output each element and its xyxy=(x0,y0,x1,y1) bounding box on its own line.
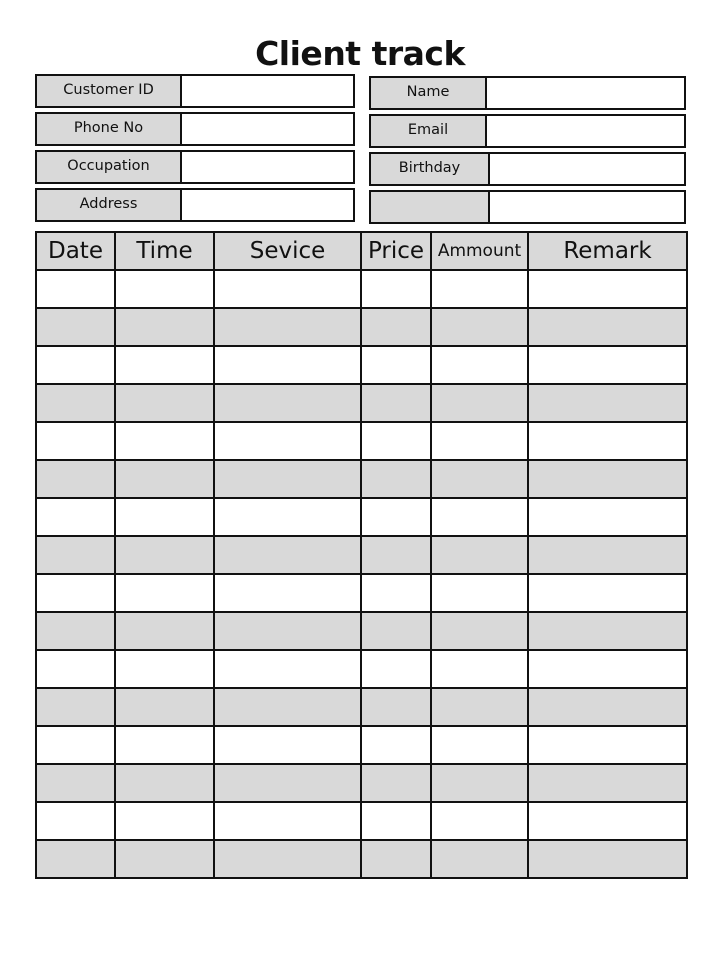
service-cell[interactable] xyxy=(214,460,361,498)
service-cell[interactable] xyxy=(214,802,361,840)
table-row xyxy=(36,270,687,308)
price-cell[interactable] xyxy=(361,270,431,308)
header-service: Sevice xyxy=(214,232,361,270)
header-price: Price xyxy=(361,232,431,270)
price-cell[interactable] xyxy=(361,346,431,384)
service-cell[interactable] xyxy=(214,384,361,422)
amount-cell[interactable] xyxy=(431,726,528,764)
table-row xyxy=(36,650,687,688)
occupation-label: Occupation xyxy=(37,152,182,182)
table-row xyxy=(36,840,687,878)
remark-cell[interactable] xyxy=(528,802,687,840)
amount-cell[interactable] xyxy=(431,498,528,536)
service-cell[interactable] xyxy=(214,726,361,764)
remark-cell[interactable] xyxy=(528,574,687,612)
time-cell[interactable] xyxy=(115,308,214,346)
occupation-input[interactable] xyxy=(182,152,353,182)
customer-id-field xyxy=(35,74,355,108)
table-header-row xyxy=(36,232,687,270)
table-row xyxy=(36,574,687,612)
email-field xyxy=(369,114,686,148)
customer-id-label: Customer ID xyxy=(37,76,182,106)
price-cell[interactable] xyxy=(361,422,431,460)
price-cell[interactable] xyxy=(361,536,431,574)
remark-cell[interactable] xyxy=(528,346,687,384)
date-cell[interactable] xyxy=(36,422,115,460)
amount-cell[interactable] xyxy=(431,460,528,498)
amount-cell[interactable] xyxy=(431,346,528,384)
header-date: Date xyxy=(36,232,115,270)
amount-cell[interactable] xyxy=(431,688,528,726)
service-cell[interactable] xyxy=(214,840,361,878)
remark-cell[interactable] xyxy=(528,688,687,726)
header-remark: Remark xyxy=(528,232,687,270)
price-cell[interactable] xyxy=(361,612,431,650)
amount-cell[interactable] xyxy=(431,384,528,422)
date-cell[interactable] xyxy=(36,536,115,574)
page-title: Client track xyxy=(255,34,465,73)
amount-cell[interactable] xyxy=(431,422,528,460)
amount-cell[interactable] xyxy=(431,308,528,346)
price-cell[interactable] xyxy=(361,650,431,688)
table-row xyxy=(36,308,687,346)
remark-cell[interactable] xyxy=(528,536,687,574)
table-row xyxy=(36,422,687,460)
header-time: Time xyxy=(115,232,214,270)
time-cell[interactable] xyxy=(115,840,214,878)
phone-no-label: Phone No xyxy=(37,114,182,144)
address-label: Address xyxy=(37,190,182,220)
email-input[interactable] xyxy=(487,116,684,146)
price-cell[interactable] xyxy=(361,840,431,878)
time-cell[interactable] xyxy=(115,574,214,612)
table-row xyxy=(36,764,687,802)
service-cell[interactable] xyxy=(214,498,361,536)
name-label: Name xyxy=(371,78,487,108)
table-row xyxy=(36,726,687,764)
phone-no-input[interactable] xyxy=(182,114,353,144)
email-label: Email xyxy=(371,116,487,146)
remark-cell[interactable] xyxy=(528,270,687,308)
service-cell[interactable] xyxy=(214,308,361,346)
date-cell[interactable] xyxy=(36,574,115,612)
service-cell[interactable] xyxy=(214,346,361,384)
phone-no-field xyxy=(35,112,355,146)
price-cell[interactable] xyxy=(361,726,431,764)
extra-label xyxy=(371,192,490,222)
time-cell[interactable] xyxy=(115,726,214,764)
address-field xyxy=(35,188,355,222)
amount-cell[interactable] xyxy=(431,536,528,574)
service-cell[interactable] xyxy=(214,270,361,308)
table-row xyxy=(36,802,687,840)
time-cell[interactable] xyxy=(115,612,214,650)
name-field xyxy=(369,76,686,110)
header-amount: Ammount xyxy=(431,232,528,270)
table-row xyxy=(36,536,687,574)
date-cell[interactable] xyxy=(36,802,115,840)
time-cell[interactable] xyxy=(115,688,214,726)
amount-cell[interactable] xyxy=(431,840,528,878)
extra-field xyxy=(369,190,686,224)
date-cell[interactable] xyxy=(36,270,115,308)
date-cell[interactable] xyxy=(36,612,115,650)
price-cell[interactable] xyxy=(361,802,431,840)
price-cell[interactable] xyxy=(361,308,431,346)
date-cell[interactable] xyxy=(36,726,115,764)
table-row xyxy=(36,460,687,498)
remark-cell[interactable] xyxy=(528,308,687,346)
table-row xyxy=(36,384,687,422)
birthday-input[interactable] xyxy=(490,154,684,184)
date-cell[interactable] xyxy=(36,650,115,688)
date-cell[interactable] xyxy=(36,688,115,726)
service-cell[interactable] xyxy=(214,574,361,612)
remark-cell[interactable] xyxy=(528,612,687,650)
table-row xyxy=(36,612,687,650)
table-row xyxy=(36,688,687,726)
time-cell[interactable] xyxy=(115,346,214,384)
price-cell[interactable] xyxy=(361,460,431,498)
client-log-table xyxy=(35,231,688,879)
service-cell[interactable] xyxy=(214,650,361,688)
address-input[interactable] xyxy=(182,190,353,220)
service-cell[interactable] xyxy=(214,612,361,650)
time-cell[interactable] xyxy=(115,422,214,460)
service-cell[interactable] xyxy=(214,536,361,574)
time-cell[interactable] xyxy=(115,270,214,308)
service-cell[interactable] xyxy=(214,422,361,460)
price-cell[interactable] xyxy=(361,384,431,422)
remark-cell[interactable] xyxy=(528,726,687,764)
service-cell[interactable] xyxy=(214,764,361,802)
remark-cell[interactable] xyxy=(528,840,687,878)
service-cell[interactable] xyxy=(214,688,361,726)
table-row xyxy=(36,498,687,536)
date-cell[interactable] xyxy=(36,346,115,384)
time-cell[interactable] xyxy=(115,498,214,536)
time-cell[interactable] xyxy=(115,802,214,840)
extra-input[interactable] xyxy=(490,192,684,222)
price-cell[interactable] xyxy=(361,764,431,802)
amount-cell[interactable] xyxy=(431,574,528,612)
time-cell[interactable] xyxy=(115,384,214,422)
remark-cell[interactable] xyxy=(528,650,687,688)
price-cell[interactable] xyxy=(361,498,431,536)
name-input[interactable] xyxy=(487,78,684,108)
date-cell[interactable] xyxy=(36,840,115,878)
amount-cell[interactable] xyxy=(431,650,528,688)
amount-cell[interactable] xyxy=(431,612,528,650)
time-cell[interactable] xyxy=(115,650,214,688)
amount-cell[interactable] xyxy=(431,764,528,802)
remark-cell[interactable] xyxy=(528,384,687,422)
occupation-field xyxy=(35,150,355,184)
time-cell[interactable] xyxy=(115,536,214,574)
price-cell[interactable] xyxy=(361,688,431,726)
date-cell[interactable] xyxy=(36,498,115,536)
amount-cell[interactable] xyxy=(431,270,528,308)
remark-cell[interactable] xyxy=(528,498,687,536)
date-cell[interactable] xyxy=(36,460,115,498)
amount-cell[interactable] xyxy=(431,802,528,840)
remark-cell[interactable] xyxy=(528,422,687,460)
remark-cell[interactable] xyxy=(528,460,687,498)
price-cell[interactable] xyxy=(361,574,431,612)
date-cell[interactable] xyxy=(36,384,115,422)
table-row xyxy=(36,346,687,384)
time-cell[interactable] xyxy=(115,764,214,802)
customer-id-input[interactable] xyxy=(182,76,353,106)
birthday-label: Birthday xyxy=(371,154,490,184)
birthday-field xyxy=(369,152,686,186)
date-cell[interactable] xyxy=(36,308,115,346)
date-cell[interactable] xyxy=(36,764,115,802)
time-cell[interactable] xyxy=(115,460,214,498)
remark-cell[interactable] xyxy=(528,764,687,802)
